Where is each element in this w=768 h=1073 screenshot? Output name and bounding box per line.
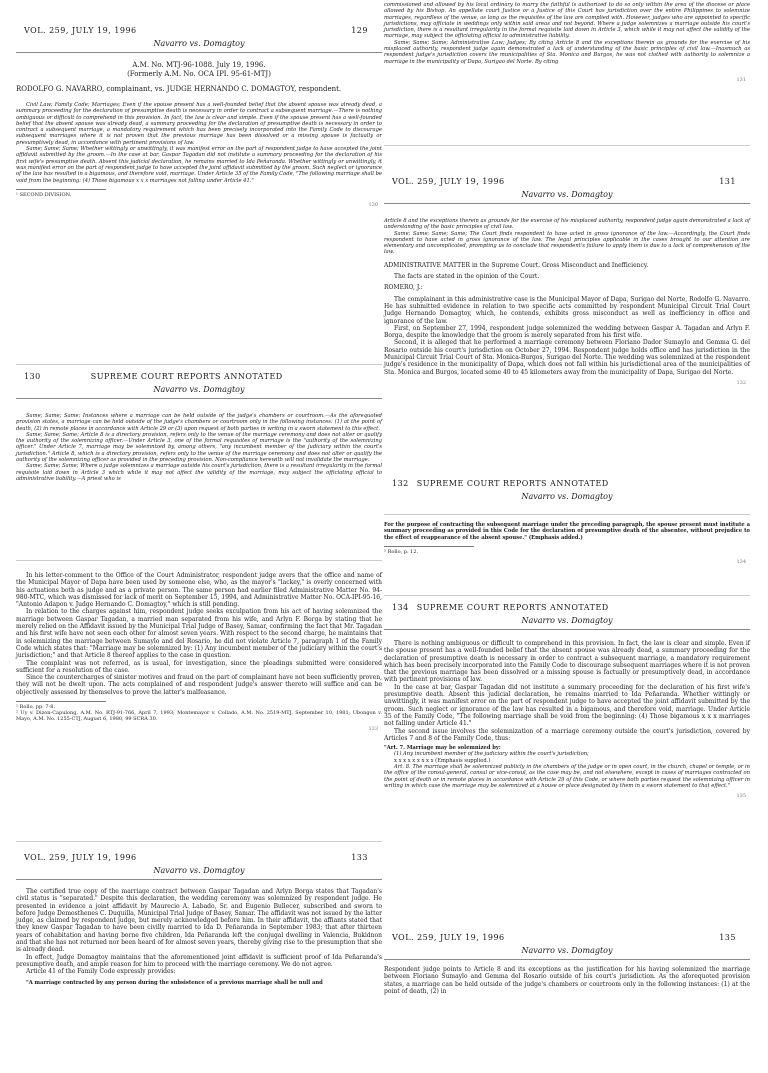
page-separator [384, 145, 750, 146]
syllabus-paragraph: Same; Same; Same; Same; The Court finds respondent to have acted in gross ignorance of the law.—Accordingly, the Court finds respondent to have acted in gross ignorance of the law. The legal principles applicable in the cases brought to our attention are elementary and uncomplicated, prompting us to conclude that respondent's failure to apply them is due to a lack of comprehension of the law. [384, 230, 750, 256]
facts-statement: The facts are stated in the opinion of the Court. [394, 273, 540, 281]
ponente: ROMERO, J.: [384, 284, 423, 292]
footnote-rule [16, 701, 106, 702]
header-reporter-title: SUPREME COURT REPORTS ANNOTATED [416, 479, 609, 488]
footnote: ¹ Rollo, pp. 7-8. [16, 704, 55, 711]
header-page-number: 129 [351, 26, 368, 35]
page-129 [16, 0, 382, 361]
body-paragraph: Second, it is alleged that he performed a marriage ceremony between Floriano Dador Sumaylo and Gemma G. del Rosario outside his court's jurisdiction on October 27, 1994. Respondent judge holds office and has jurisdiction in the Municipal Circuit Trial Court of Sta. Monica-Burgos, Surigao del Norte. The wedding was solemnized at the respondent judge's residence in the municipality of Dapa, which does not fall within his jurisdictional area of the municipalities of Sta. Monica and Burgos, located some 40 to 45 kilometers away from the municipality of Dapa, Surigao del Norte. [384, 339, 750, 376]
footnote-rule [16, 189, 106, 190]
header-page-number: 130 [24, 372, 41, 381]
footnote: ² Uy v. Dizon-Capulong, A.M. No. RTJ-91-766, April 7, 1993; Montemayor v. Collado, A.M. No. 2519-MTJ, September 10, 1981; Ubongon v. Mayo, A.M. No. 1255-CTJ, August 6, 1980, 99 SCRA 30. [16, 710, 382, 723]
page-separator [16, 560, 382, 561]
admin-matter: ADMINISTRATIVE MATTER in the Supreme Court. Gross Misconduct and Inefficiency. [384, 261, 649, 269]
page-133-continuation [384, 518, 750, 592]
scan-page-number: 131 [736, 76, 746, 83]
header-reporter-title: SUPREME COURT REPORTS ANNOTATED [90, 372, 283, 381]
header-volume: VOL. 259, JULY 19, 1996 [24, 26, 137, 35]
body-paragraph: In relation to the charges against him, respondent judge seeks exculpation from his act of having solemnized the marriage between Gaspar Tagadan, a married man separated from his wife, and Arlyn F. Borga by stating that he merely relied on the Affidavit issued by the Municipal Trial Judge of Basey, Samar, confirming the fact that Mr. Tagadan and his first wife have not seen each other for almost seven years. With respect to the second charge, he maintains that in solemnizing the marriage between Sumaylo and del Rosario, he did not violate Article 7, paragraph 1 of the Family Code which states that: "Marriage may be solemnized by: (1) Any incumbent member of the judiciary within the court's jurisdiction;" and that Article 8 thereof applies to the case in question. [16, 608, 382, 660]
body-paragraph: The complainant in this administrative case is the Municipal Mayor of Dapa, Surigao del Norte, Rodolfo G. Navarro. He has submitted evidence in relation to two specific acts committed by respondent Municipal Circuit Trial Court Judge Hernando Domagtoy, which, he contends, exhibits gross misconduct as well as inefficiency in office and ignorance of the law. [384, 295, 750, 325]
header-reporter-title: SUPREME COURT REPORTS ANNOTATED [416, 603, 609, 612]
body-paragraph: In his letter-comment to the Office of the Court Administrator, respondent judge avers that the office and name of the Municipal Mayor of Dapa have been used by someone else, who, as the mayor's "lackey," is overly concerned with his actuations both as judge and as a private person. The same person had earlier filed Administrative Matter No. 94-980-MTC, which was dismissed for lack of merit on September 15, 1994, and Administrative Matter No. OCA-IPI-95-16, "Antonio Adapon v. Judge Hernando C. Domagtoy," which is still pending. [16, 572, 382, 609]
running-title: Navarro vs. Domagtoy [153, 866, 245, 875]
running-title: Navarro vs. Domagtoy [153, 39, 245, 48]
body-paragraph: There is nothing ambiguous or difficult to comprehend in this provision. In fact, the law is clear and simple. Even if the spouse present has a well-founded belief that the absent spouse was already dead, a summary proceeding for the declaration of presumptive death is necessary in order to contract a subsequent marriage, a mandatory requirement which has been precisely incorporated into the Family Code to discourage subsequent marriages where it is not proven that the previous marriage has been dissolved or a missing spouse is factually or presumptively dead, in accordance with pertinent provisions of law. [384, 640, 750, 684]
header-divider [384, 203, 750, 204]
header-divider [384, 629, 750, 630]
quoted-law: "Art. 7. Marriage may be solemnized by: [384, 745, 501, 752]
page-separator [16, 364, 382, 365]
page-132 [16, 564, 382, 838]
body-paragraph: In effect, Judge Domagtoy maintains that the aforementioned joint affidavit is sufficient proof of Ida Peñaranda's presumptive death, and ample reason for him to proceed with the marriage ceremony. We do not agree. [16, 953, 382, 968]
page-header [384, 603, 750, 612]
page-131-continuation [384, 0, 750, 142]
header-page-number: 132 [392, 479, 409, 488]
header-divider [16, 879, 382, 880]
header-divider [16, 52, 382, 53]
running-title: Navarro vs. Domagtoy [521, 190, 613, 199]
page-134 [384, 599, 750, 933]
header-volume: VOL. 259, JULY 19, 1996 [24, 853, 137, 862]
header-page-number: 134 [392, 603, 409, 612]
header-page-number: 131 [719, 177, 736, 186]
header-page-number: 133 [351, 853, 368, 862]
running-title: Navarro vs. Domagtoy [521, 492, 613, 501]
body-paragraph: In the case at bar, Gaspar Tagadan did not institute a summary proceeding for the declaration of his first wife's presumptive death. Absent this judicial declaration, he remains married to Ida Peñaranda. Whether wittingly or unwittingly, it was manifest error on the part of respondent judge to have accepted the joint affidavit submitted by the groom. Such neglect or ignorance of the law has resulted in a bigamous, and therefore void, marriage. Under Article 35 of the Family Code, "The following marriage shall be void from the beginning: (4) Those bigamous x x x marriages not falling under Article 41." [384, 683, 750, 728]
header-volume: VOL. 259, JULY 19, 1996 [392, 177, 505, 186]
syllabus-paragraph: Civil Law; Family Code; Marriages; Even if the spouse present has a well-founded belief that the absent spouse was already dead, a summary proceeding for the declaration of presumptive death is necessary in order to contract a subsequent marriage.—There is nothing ambiguous or difficult to comprehend in this provision. In fact, the law is clear and simple. Even if the spouse present has a well-founded belief that the absent spouse was already dead, a summary proceeding for the declaration of presumptive death is necessary in order to contract a subsequent marriage, a mandatory requirement which has been precisely incorporated into the Family Code to discourage subsequent marriages where it is not proven that the previous marriage has been dissolved or a missing spouse is factually or presumptively dead, in accordance with pertinent provisions of law. [16, 102, 382, 146]
page-separator [384, 595, 750, 596]
scan-page-number: 134 [736, 558, 746, 565]
body-paragraph: The certified true copy of the marriage contract between Gaspar Tagadan and Arlyn Borga states that Tagadan's civil status is "separated." Despite this declaration, the wedding ceremony was solemnized by respondent judge. He presented in evidence a joint affidavit by Maurecio A. Labado, Sr. and Eugenio Bullecer, subscribed and sworn to before Judge Demosthenes C. Duquilla, Municipal Trial Judge of Basey, Samar. The affidavit was not issued by the latter judge, as claimed by respondent judge, but merely acknowledged before him. In their affidavit, the affiants stated that they knew Gaspar Tagadan to have been civilly married to Ida D. Peñaranda in September 1983; that after thirteen years of cohabitation and having borne five children, Ida Peñaranda left the conjugal dwelling in Valencia, Bukidnon and that she has not returned nor been heard of for almost seven years, thereby giving rise to the presumption that she is already dead. [16, 888, 382, 954]
page-separator [16, 841, 382, 842]
page-header [384, 177, 750, 186]
body-paragraph: Since the countercharges of sinister motives and fraud on the part of complainant have not been sufficiently proven, they will not be dwelt upon. The acts complained of and respondent judge's answer thereto will suffice and can be objectively assessed by themselves to prove the latter's malfeasance. [16, 674, 382, 696]
body-paragraph: First, on September 27, 1994, respondent judge solemnized the wedding between Gaspar A. Tagadan and Arlyn F. Borga, despite the knowledge that the groom is merely separated from his first wife. [384, 324, 750, 340]
header-volume: VOL. 259, JULY 19, 1996 [392, 933, 505, 942]
syllabus-paragraph: Same; Same; Same; Administrative Law; Judges; By citing Article 8 and the exceptions therein as grounds for the exercise of his misplaced authority, respondent judge again demonstrated a lack of understanding of the basic principles of civil law.—Inasmuch as respondent judge's jurisdiction covers the municipalities of Sta. Monica and Burgos, he was not clothed with authority to solemnize a marriage in the municipality of Dapa, Surigao del Norte. By citing [384, 39, 750, 65]
page-133 [16, 845, 382, 1073]
page-separator [384, 514, 750, 515]
scan-page-number: 133 [368, 726, 378, 733]
body-paragraph: Article 41 of the Family Code expressly provides: [26, 968, 176, 976]
scan-page-number: 132 [736, 379, 746, 386]
body-paragraph: The complaint was not referred, as is usual, for investigation, since the pleadings submitted were considered sufficient for a resolution of the case. [16, 659, 382, 674]
quoted-law: (1) Any incumbent member of the judiciary within the court's jurisdiction; [394, 751, 589, 758]
case-parties: RODOLFO G. NAVARRO, complainant, vs. JUDGE HERNANDO C. DOMAGTOY, respondent. [16, 85, 342, 93]
page-131 [384, 149, 750, 477]
syllabus-paragraph: commissioned and allowed by his local ordinary to marry the faithful is authorized to do so only within the area of the diocese or place allowed by his Bishop. An appellate court Justice or a Justice of this Court has jurisdiction over the entire Philippines to solemnize marriages, regardless of the venue, as long as the requisites of the law are complied with. However, judges who are appointed to specific jurisdictions, may officiate in weddings only within said areas and not beyond. Where a judge solemnizes a marriage outside his court's jurisdiction, there is a resultant irregularity in the formal requisite laid down in Article 3, which while it may not affect the validity of the marriage, may subject the officiating official to administrative liability. [384, 2, 750, 40]
scan-page-number: 130 [368, 201, 378, 208]
page-header [384, 479, 750, 488]
left-column [16, 0, 382, 1073]
body-paragraph: The second issue involves the solemnization of a marriage ceremony outside the court's jurisdiction, covered by Articles 7 and 8 of the Family Code, thus: [384, 727, 750, 742]
scan-page-number: 135 [736, 793, 746, 800]
footnote: ¹ SECOND DIVISION. [16, 191, 72, 198]
page-header [16, 853, 382, 862]
page-header [16, 26, 382, 35]
quoted-law: For the purpose of contracting the subsequent marriage under the preceding paragraph, the spouse present must institute a summary proceeding as provided in this Code for the declaration of presumptive death of the absentee, without prejudice to the effect of reappearance of the absent spouse." (Emphasis added.) [384, 522, 750, 541]
running-title: Navarro vs. Domagtoy [521, 616, 613, 625]
syllabus-paragraph: Same; Same; Same; Instances where a marriage can be held outside of the judge's chambers or courtroom.—As the aforequoted provision states, a marriage can be held outside of the judge's chambers or courtroom only in the following instances: (1) at the point of death, (2) in remote places in accordance with Article 29 or (3) upon request of both parties in writing in a sworn statement to this effect. [16, 413, 382, 432]
running-title: Navarro vs. Domagtoy [521, 946, 613, 955]
running-title: Navarro vs. Domagtoy [153, 385, 245, 394]
syllabus-paragraph: Article 8 and the exceptions therein as grounds for the exercise of his misplaced authority, respondent judge again demonstrated a lack of understanding of the basic principles of civil law. [384, 218, 750, 231]
page-132-header [384, 477, 750, 511]
right-column [384, 0, 750, 1013]
page-header [16, 372, 382, 381]
quoted-law: x x x x x x x x x (Emphasis supplied.) [394, 757, 491, 764]
quoted-law: "A marriage contracted by any person during the subsistence of a previous marriage shall be null and [26, 979, 323, 986]
case-number: A.M. No. MTJ-96-1088. July 19, 1996. [132, 61, 266, 69]
case-formerly: (Formerly A.M. No. OCA IPI. 95-61-MTJ) [127, 70, 271, 78]
syllabus-paragraph: Same; Same; Same; Whether wittingly or unwittingly, it was manifest error on the part of respondent judge to have accepted the joint affidavit submitted by the groom.—In the case at bar, Gaspar Tagadan did not institute a summary proceeding for the declaration of his first wife's presumptive death. Absent this judicial declaration, he remains married to Ida Peñaranda. Whether wittingly or unwittingly, it was manifest error on the part of respondent judge to have accepted the joint affidavit submitted by the groom. Such neglect or ignorance of the law has resulted in a bigamous, and therefore void, marriage. Under Article 35 of the Family Code, "The following marriage shall be void from the beginning: (4) Those bigamous x x x marriages not falling under Article 41." [16, 146, 382, 184]
body-paragraph: Respondent judge points to Article 8 and its exceptions as the justification for his having solemnized the marriage between Floriano Sumaylo and Gemma del Rosario outside of his court's jurisdiction. As the aforequoted provision states, a marriage can be held outside of the judge's chambers or courtroom only in the following instances: (1) at the point of death, (2) in [384, 966, 750, 995]
syllabus-paragraph: Same; Same; Same; Where a judge solemnizes a marriage outside his court's jurisdiction, there is a resultant irregularity in the formal requisite laid down in Article 3 which while it may not affect the validity of the marriage, may subject the officiating official to administrative liability.—A priest who is [16, 463, 382, 482]
footnote-rule [384, 546, 474, 547]
header-divider [384, 959, 750, 960]
page-130 [16, 368, 382, 557]
quoted-law: Art. 8. The marriage shall be solemnized publicly in the chambers of the judge or in open court, in the church, chapel or temple, or in the office of the consul-general, consul or vice-consul, as the case may be, and not elsewhere, except in cases of marriages contracted on the point of death or in remote places in accordance with Article 29 of this Code, or where both parties request the solemnizing officer in writing in which case the marriage may be solemnized at a house or place designated by them in a sworn statement to that effect." [384, 764, 750, 789]
page-header [384, 933, 750, 942]
footnote: ³ Rollo, p. 12. [384, 548, 419, 555]
header-divider [16, 398, 382, 399]
syllabus-paragraph: Same; Same; Same; Article 8 is a directory provision, refers only to the venue of the marriage ceremony and does not alter or qualify the authority of the solemnizing officer.—Under Article 3, one of the formal requisites of marriage is the "authority of the solemnizing officer." Under Article 7, marriage may be solemnized by, among others, "any incumbent member of the judiciary within the court's jurisdiction." Article 8, which is a directory provision, refers only to the venue of the marriage ceremony and does not alter or qualify the authority of the solemnizing officer as provided in the preceding provision. Non-compliance herewith will not invalidate the marriage. [16, 431, 382, 464]
page-135 [384, 933, 750, 1013]
header-page-number: 135 [719, 933, 736, 942]
